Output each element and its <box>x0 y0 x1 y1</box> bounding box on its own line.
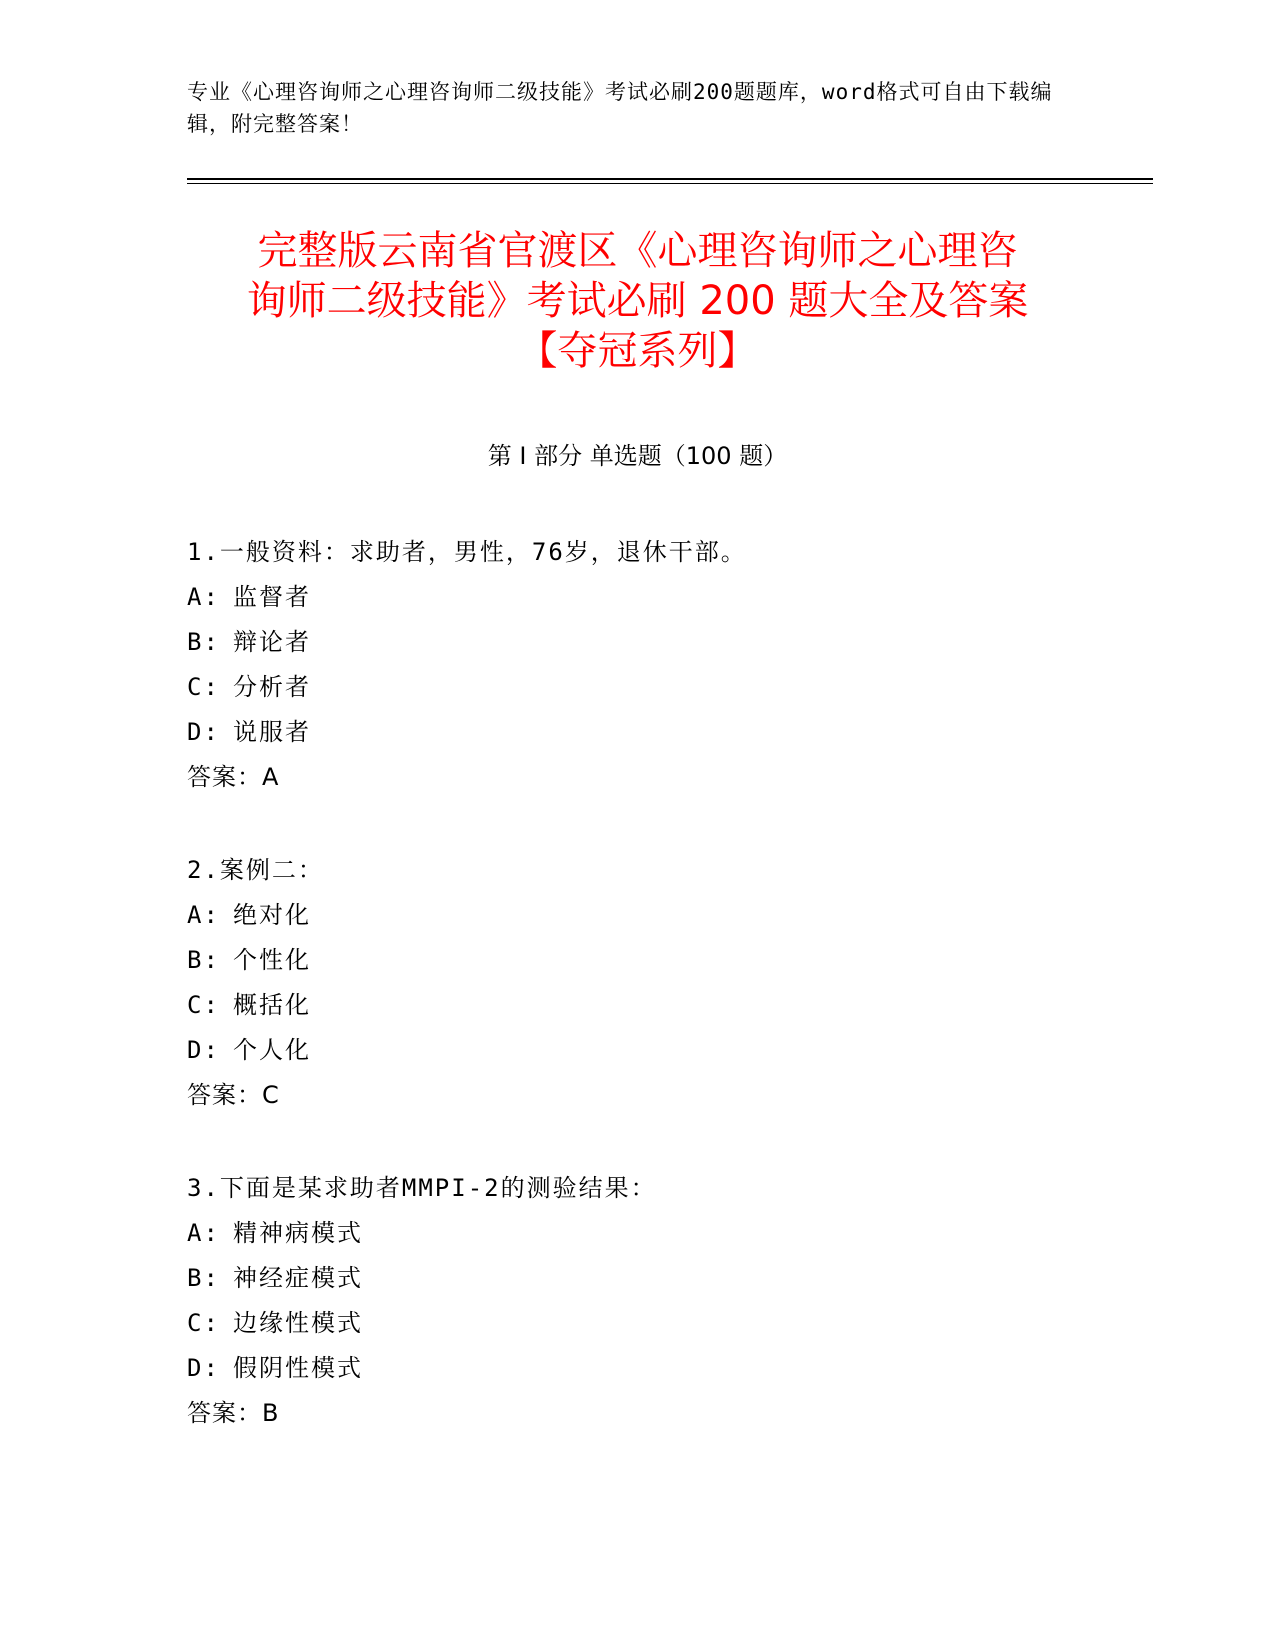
option-c <box>187 983 1087 1028</box>
option-text: 辩论者 <box>233 628 311 656</box>
option-key: A: <box>187 1219 220 1247</box>
option-a <box>187 1211 1087 1256</box>
option-text: 个性化 <box>233 946 311 974</box>
option-a <box>187 893 1087 938</box>
answer: 答案：C <box>187 1081 280 1109</box>
option-text: 个人化 <box>233 1036 311 1064</box>
option-key: B: <box>187 1264 220 1292</box>
option-key: C: <box>187 1309 220 1337</box>
option-key: D: <box>187 1354 220 1382</box>
section-heading: 第 I 部分 单选题（100 题） <box>487 442 788 470</box>
option-key: C: <box>187 673 220 701</box>
question-2 <box>187 848 1087 1118</box>
option-text: 监督者 <box>233 583 311 611</box>
option-d <box>187 710 1087 755</box>
title-line-2: 询师二级技能》考试必刷 200 题大全及答案 <box>246 278 1029 324</box>
option-key: A: <box>187 583 220 611</box>
header-divider-thin <box>187 183 1153 184</box>
option-key: A: <box>187 901 220 929</box>
question-3 <box>187 1166 1087 1436</box>
option-text: 边缘性模式 <box>233 1309 363 1337</box>
option-text: 绝对化 <box>233 901 311 929</box>
answer: 答案：B <box>187 1399 280 1427</box>
title-line-3: 【夺冠系列】 <box>517 328 758 374</box>
option-c <box>187 665 1087 710</box>
option-b <box>187 938 1087 983</box>
header-divider-thick <box>187 178 1153 180</box>
document-title <box>160 226 1115 376</box>
option-text: 神经症模式 <box>233 1264 363 1292</box>
option-a <box>187 575 1087 620</box>
option-c <box>187 1301 1087 1346</box>
option-d <box>187 1346 1087 1391</box>
question-list <box>187 530 1087 1484</box>
option-key: C: <box>187 991 220 1019</box>
option-text: 精神病模式 <box>233 1219 363 1247</box>
answer: 答案：A <box>187 763 280 791</box>
title-line-1: 完整版云南省官渡区《心理咨询师之心理咨 <box>257 228 1018 274</box>
option-b <box>187 1256 1087 1301</box>
option-key: B: <box>187 628 220 656</box>
question-stem: 2.案例二： <box>187 856 324 884</box>
question-1 <box>187 530 1087 800</box>
option-text: 假阴性模式 <box>233 1354 363 1382</box>
option-text: 说服者 <box>233 718 311 746</box>
option-text: 概括化 <box>233 991 311 1019</box>
option-text: 分析者 <box>233 673 311 701</box>
question-stem: 3.下面是某求助者MMPI-2的测验结果： <box>187 1174 657 1202</box>
option-key: D: <box>187 1036 220 1064</box>
option-b <box>187 620 1087 665</box>
option-d <box>187 1028 1087 1073</box>
option-key: B: <box>187 946 220 974</box>
option-key: D: <box>187 718 220 746</box>
header-note: 专业《心理咨询师之心理咨询师二级技能》考试必刷200题题库，word格式可自由下载编辑，附完整答案！ <box>187 80 1053 136</box>
question-stem: 1.一般资料：求助者，男性，76岁，退休干部。 <box>187 538 747 566</box>
